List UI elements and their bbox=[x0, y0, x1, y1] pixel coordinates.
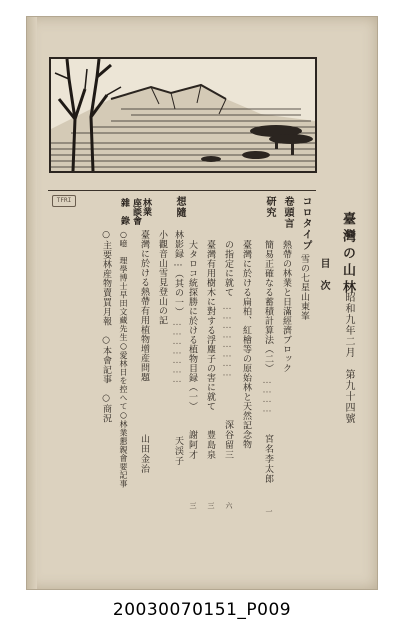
toc-entry-author: 謝阿才 bbox=[187, 430, 197, 460]
toc-entry-title: 簡易正確なる蓄積計算法（二） bbox=[263, 240, 273, 373]
toc-entry-page: 三 bbox=[189, 502, 197, 509]
toc-entry-title: 臺灣に於ける扁柏、紅檜等の原始林と天然記念物 bbox=[241, 240, 251, 449]
woodcut-illustration bbox=[49, 57, 317, 173]
section-roundtable: 座談會 bbox=[131, 198, 141, 225]
toc-entry-author: 宮名李太郎 bbox=[263, 434, 273, 484]
toc-entry-page: 一 bbox=[265, 508, 273, 515]
section-research: 研究 bbox=[264, 196, 275, 218]
toc-entry-title: 雪の七星山東峯 bbox=[299, 254, 309, 321]
toc-entry-title: の指定に就て bbox=[223, 240, 233, 297]
leader-dots: ………… bbox=[262, 376, 272, 414]
section-misc: 雜 錄 bbox=[119, 198, 129, 225]
toc-entry-title: ○主要林産物賣買月報 ○本會記事 ○商況 bbox=[101, 230, 111, 423]
section-forestry-record: 林業 bbox=[141, 198, 151, 216]
toc-entry-author: 山田金治 bbox=[139, 434, 149, 474]
section-essays: 想隨 bbox=[174, 196, 185, 218]
leader-dots: …………………… bbox=[222, 302, 232, 378]
toc-entry-title: ○噫 理學博士早田文藏先生○愛林日を控へて○林業懇親會要記事 bbox=[119, 230, 128, 488]
toc-entry-author: 深谷留三 bbox=[223, 420, 233, 460]
leader-dots: ………………… bbox=[172, 318, 182, 385]
toc-entry-title: 熱帶の林業と日滿經濟ブロック bbox=[281, 240, 291, 373]
toc-heading: 目 次 bbox=[318, 258, 329, 291]
magazine-title: 臺灣の山林 bbox=[340, 212, 355, 297]
horizontal-rule bbox=[48, 190, 316, 191]
toc-entry-title: 臺灣有用樹木に對する浮塵子の害に就て bbox=[205, 240, 215, 411]
section-collotype: コロタイプ bbox=[300, 196, 311, 251]
toc-entry-author: 豊島泉 bbox=[205, 430, 215, 460]
page-edge-shadow bbox=[27, 17, 37, 589]
toc-entry-page: 三 bbox=[207, 502, 215, 509]
library-stamp: TFRI bbox=[52, 195, 76, 207]
section-frontispiece: 卷頭言 bbox=[282, 196, 293, 229]
toc-entry-title: 大タロコ統探勝に於ける植物目録（一） bbox=[187, 240, 197, 411]
archive-id-caption: 20030070151_P009 bbox=[112, 600, 292, 620]
issue-info: 昭和九年二月 第九十四號 bbox=[343, 292, 354, 424]
toc-entry-author: 天渓子 bbox=[173, 436, 183, 466]
toc-entry-title: 臺灣に於ける熱帶有用植物增産問題 bbox=[139, 230, 149, 382]
toc-entry-page: 六 bbox=[225, 502, 233, 509]
toc-entry-title: 小觀音山雪見登山の記 bbox=[157, 230, 167, 325]
toc-entry-title: 林影録…（其の一） bbox=[173, 230, 183, 317]
